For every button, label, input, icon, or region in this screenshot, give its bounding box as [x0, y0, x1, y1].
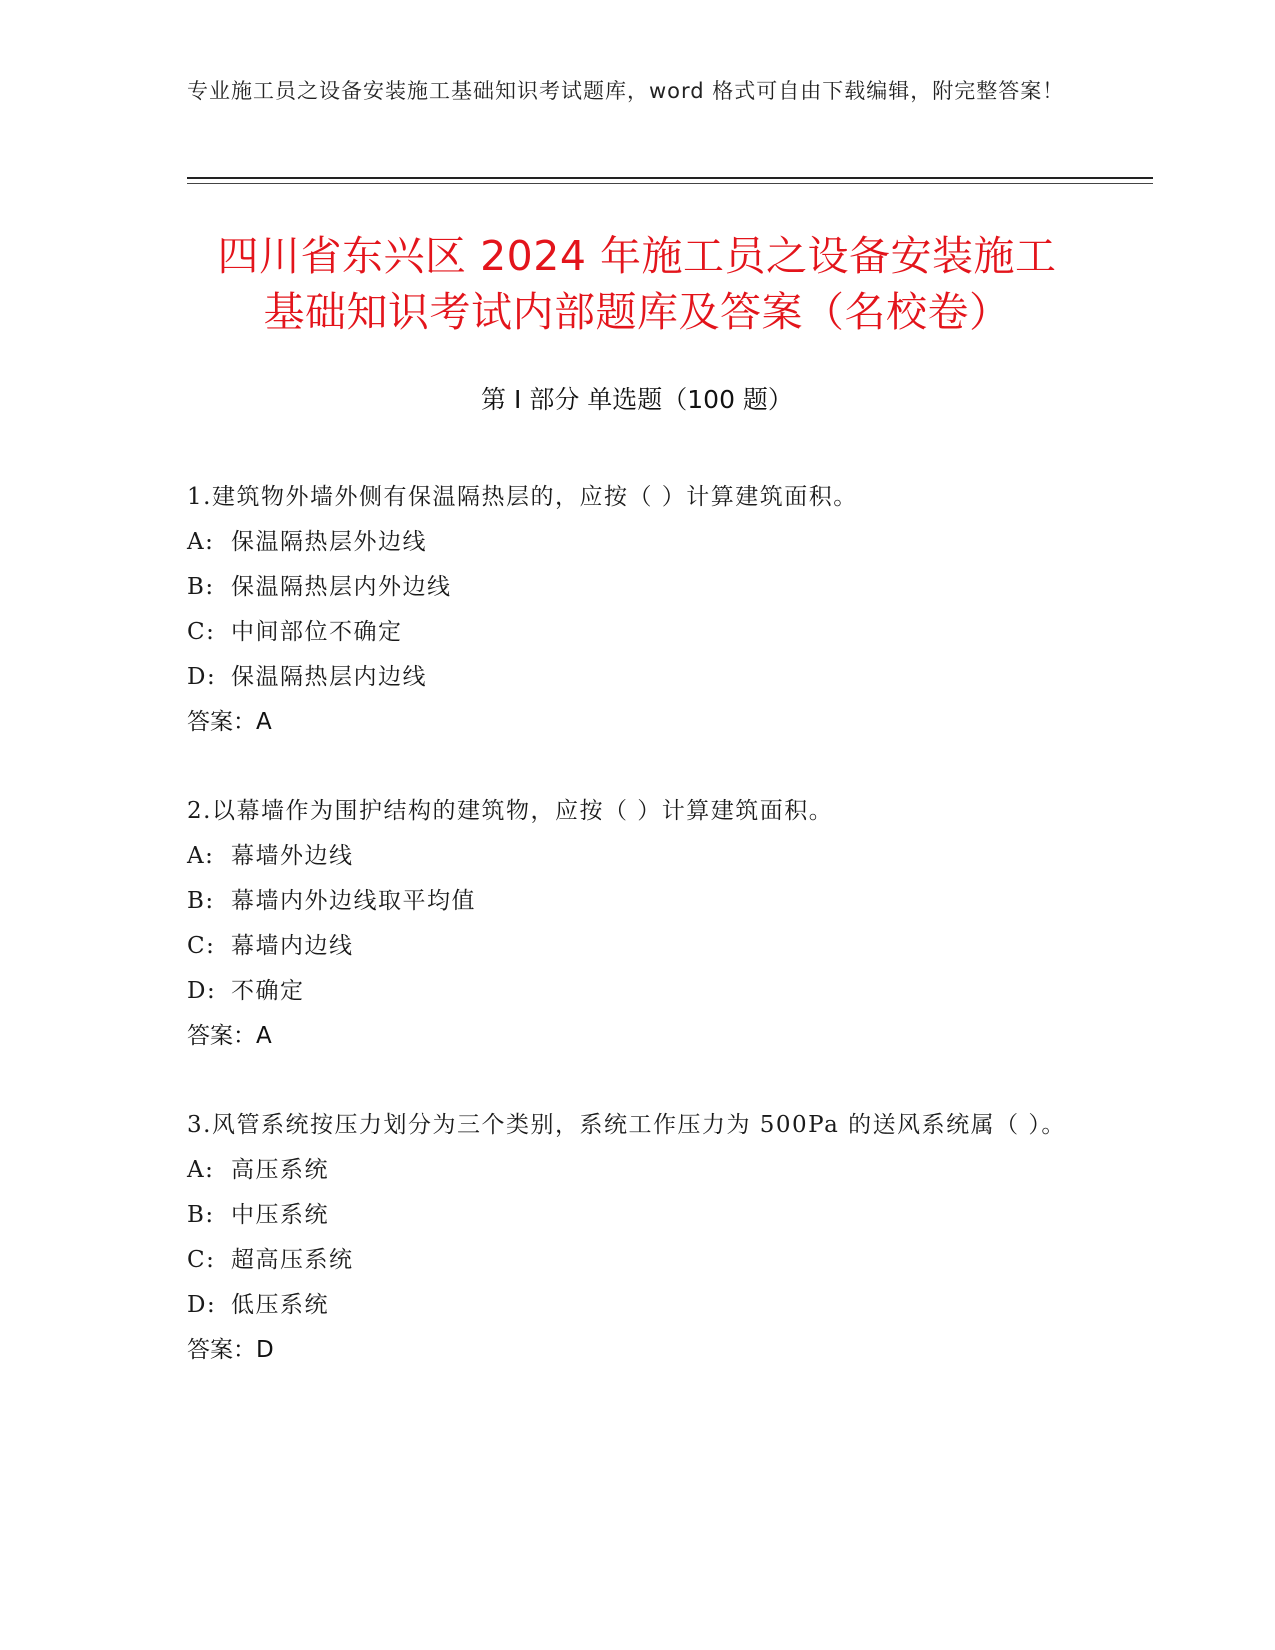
option-text: 中间部位不确定 [231, 619, 403, 645]
question-stem: 3.风管系统按压力划分为三个类别，系统工作压力为 500Pa 的送风系统属（ ）。 [187, 1112, 1066, 1138]
question-stem: 2.以幕墙作为围护结构的建筑物，应按（ ）计算建筑面积。 [187, 798, 834, 824]
document-title-line-2: 基础知识考试内部题库及答案（名校卷） [263, 288, 1011, 336]
option-letter: A: [187, 843, 215, 869]
option-text: 保温隔热层内外边线 [231, 574, 452, 600]
question-answer: 答案：D [187, 1337, 274, 1363]
option-text: 中压系统 [231, 1202, 329, 1228]
option-letter: D: [187, 1292, 217, 1318]
option-text: 高压系统 [231, 1157, 329, 1183]
header-divider-thin [187, 183, 1153, 184]
question-answer: 答案：A [187, 1023, 272, 1049]
question-list [187, 475, 1067, 1417]
option-text: 幕墙外边线 [231, 843, 354, 869]
option-letter: B: [187, 574, 215, 600]
question-option-b [187, 1193, 1067, 1238]
question-option-a [187, 1148, 1067, 1193]
question-option-d [187, 1283, 1067, 1328]
question-option-a [187, 834, 1067, 879]
option-text: 保温隔热层内边线 [231, 664, 427, 690]
option-letter: C: [187, 619, 216, 645]
option-text: 保温隔热层外边线 [231, 529, 427, 555]
question-option-c [187, 610, 1067, 655]
option-letter: A: [187, 529, 215, 555]
option-letter: D: [187, 664, 217, 690]
option-text: 幕墙内边线 [231, 933, 354, 959]
option-letter: C: [187, 1247, 216, 1273]
question-stem: 1.建筑物外墙外侧有保温隔热层的，应按（ ）计算建筑面积。 [187, 484, 858, 510]
header-note: 专业施工员之设备安装施工基础知识考试题库，word 格式可自由下载编辑，附完整答案！ [187, 79, 1065, 103]
question-option-b [187, 879, 1067, 924]
option-letter: C: [187, 933, 216, 959]
option-letter: D: [187, 978, 217, 1004]
question-2 [187, 789, 1067, 1059]
question-3 [187, 1103, 1067, 1373]
question-option-a [187, 520, 1067, 565]
document-title [187, 228, 1087, 340]
question-option-b [187, 565, 1067, 610]
option-letter: A: [187, 1157, 215, 1183]
option-text: 超高压系统 [231, 1247, 354, 1273]
question-answer: 答案：A [187, 709, 272, 735]
section-title: 第 I 部分 单选题（100 题） [481, 385, 793, 414]
question-option-c [187, 1238, 1067, 1283]
option-letter: B: [187, 888, 215, 914]
question-1 [187, 475, 1067, 745]
question-option-c [187, 924, 1067, 969]
question-option-d [187, 969, 1067, 1014]
option-text: 低压系统 [231, 1292, 329, 1318]
option-letter: B: [187, 1202, 215, 1228]
header-divider-thick [187, 177, 1153, 179]
document-title-line-1: 四川省东兴区 2024 年施工员之设备安装施工 [217, 232, 1057, 280]
option-text: 不确定 [231, 978, 305, 1004]
option-text: 幕墙内外边线取平均值 [231, 888, 476, 914]
question-option-d [187, 655, 1067, 700]
